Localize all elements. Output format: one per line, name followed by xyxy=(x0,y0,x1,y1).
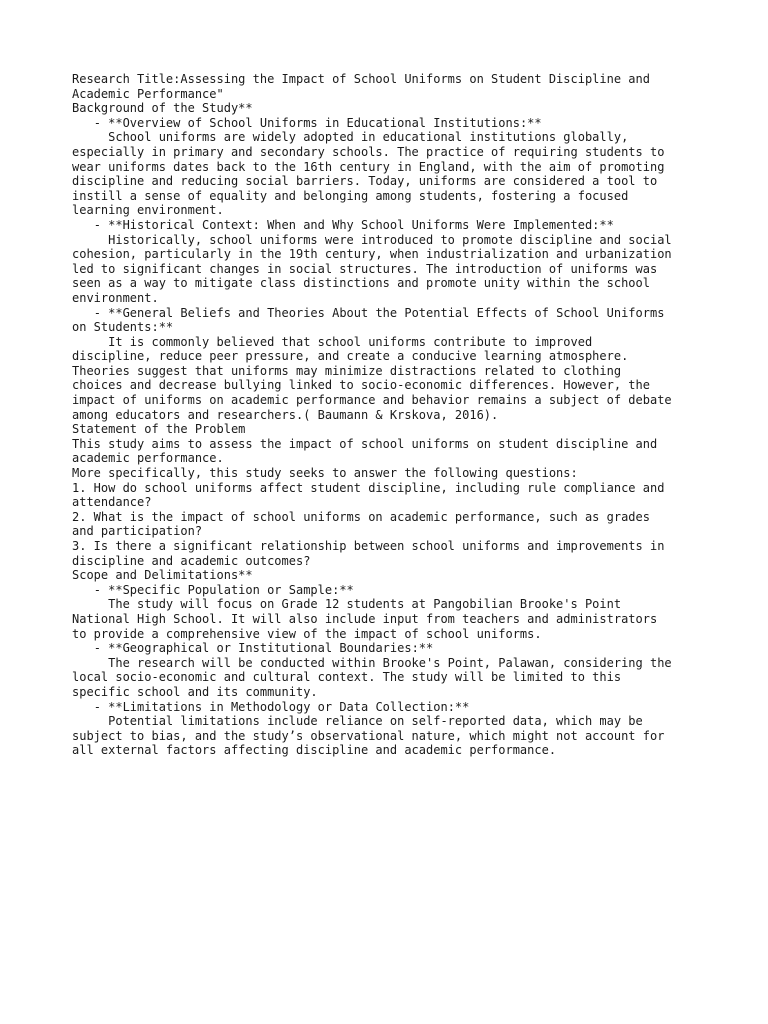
paragraph-line: local socio-economic and cultural context. The study will be limited to this xyxy=(72,670,622,685)
paragraph-line: among educators and researchers.( Baumann & Krskova, 2016). xyxy=(72,407,499,422)
paragraph-line: More specifically, this study seeks to answer the following questions: xyxy=(72,466,578,481)
paragraph-line: cohesion, particularly in the 19th century, when industrialization and urbanization xyxy=(72,247,672,262)
paragraph-line: learning environment. xyxy=(72,203,224,218)
subsection-heading: - **Limitations in Methodology or Data Collection:** xyxy=(72,699,470,714)
section-heading: Scope and Delimitations** xyxy=(72,568,253,583)
section-heading: Statement of the Problem xyxy=(72,422,246,437)
question-line: 2. What is the impact of school uniforms on academic performance, such as grades xyxy=(72,509,650,524)
paragraph-line: especially in primary and secondary schools. The practice of requiring students to xyxy=(72,144,665,159)
research-title-line: Research Title:Assessing the Impact of School Uniforms on Student Discipline and xyxy=(72,72,650,86)
subsection-heading: - **Overview of School Uniforms in Educational Institutions:** xyxy=(72,115,542,130)
paragraph-line: It is commonly believed that school uniforms contribute to improved xyxy=(72,334,593,349)
question-line: and participation? xyxy=(72,524,203,539)
paragraph-line: environment. xyxy=(72,290,159,305)
paragraph-line: Theories suggest that uniforms may minimize distractions related to clothing xyxy=(72,363,622,378)
paragraph-line: The research will be conducted within Brooke's Point, Palawan, considering the xyxy=(72,655,672,670)
subsection-heading: - **Specific Population or Sample:** xyxy=(72,582,354,597)
section-heading: Background of the Study** xyxy=(72,101,253,116)
research-title-line: Academic Performance" xyxy=(72,86,224,101)
question-line: discipline and academic outcomes? xyxy=(72,553,311,568)
subsection-heading: - **Geographical or Institutional Boundaries:** xyxy=(72,641,434,656)
paragraph-line: instill a sense of equality and belonging among students, fostering a focused xyxy=(72,188,629,203)
question-line: 1. How do school uniforms affect student discipline, including rule compliance and xyxy=(72,480,665,495)
paragraph-line: The study will focus on Grade 12 students at Pangobilian Brooke's Point xyxy=(72,597,622,612)
paragraph-line: National High School. It will also include input from teachers and administrators xyxy=(72,611,658,626)
question-line: attendance? xyxy=(72,495,152,510)
paragraph-line: academic performance. xyxy=(72,451,224,466)
paragraph-line: Historically, school uniforms were introduced to promote discipline and social xyxy=(72,232,672,247)
subsection-heading: - **Historical Context: When and Why School Uniforms Were Implemented:** xyxy=(72,217,614,232)
paragraph-line: seen as a way to mitigate class distinctions and promote unity within the school xyxy=(72,276,650,291)
paragraph-line: impact of uniforms on academic performance and behavior remains a subject of debate xyxy=(72,393,672,408)
paragraph-line: Potential limitations include reliance on self-reported data, which may be xyxy=(72,714,643,729)
paragraph-line: discipline, reduce peer pressure, and create a conducive learning atmosphere. xyxy=(72,349,629,364)
paragraph-line: led to significant changes in social structures. The introduction of uniforms was xyxy=(72,261,658,276)
question-line: 3. Is there a significant relationship between school uniforms and improvements in xyxy=(72,539,665,553)
document-body xyxy=(72,72,712,758)
paragraph-line: wear uniforms dates back to the 16th century in England, with the aim of promoting xyxy=(72,159,665,174)
paragraph-line: to provide a comprehensive view of the impact of school uniforms. xyxy=(72,626,542,641)
paragraph-line: subject to bias, and the study’s observational nature, which might not account for xyxy=(72,728,665,743)
paragraph-line: School uniforms are widely adopted in educational institutions globally, xyxy=(72,130,629,145)
paragraph-line: choices and decrease bullying linked to socio-economic differences. However, the xyxy=(72,378,650,393)
paragraph-line: This study aims to assess the impact of school uniforms on student discipline and xyxy=(72,436,658,451)
paragraph-line: all external factors affecting discipline and academic performance. xyxy=(72,743,557,758)
paragraph-line: specific school and its community. xyxy=(72,684,318,699)
subsection-heading: on Students:** xyxy=(72,320,174,335)
subsection-heading: - **General Beliefs and Theories About the Potential Effects of School Uniforms xyxy=(72,305,665,320)
paragraph-line: discipline and reducing social barriers. Today, uniforms are considered a tool to xyxy=(72,174,658,189)
